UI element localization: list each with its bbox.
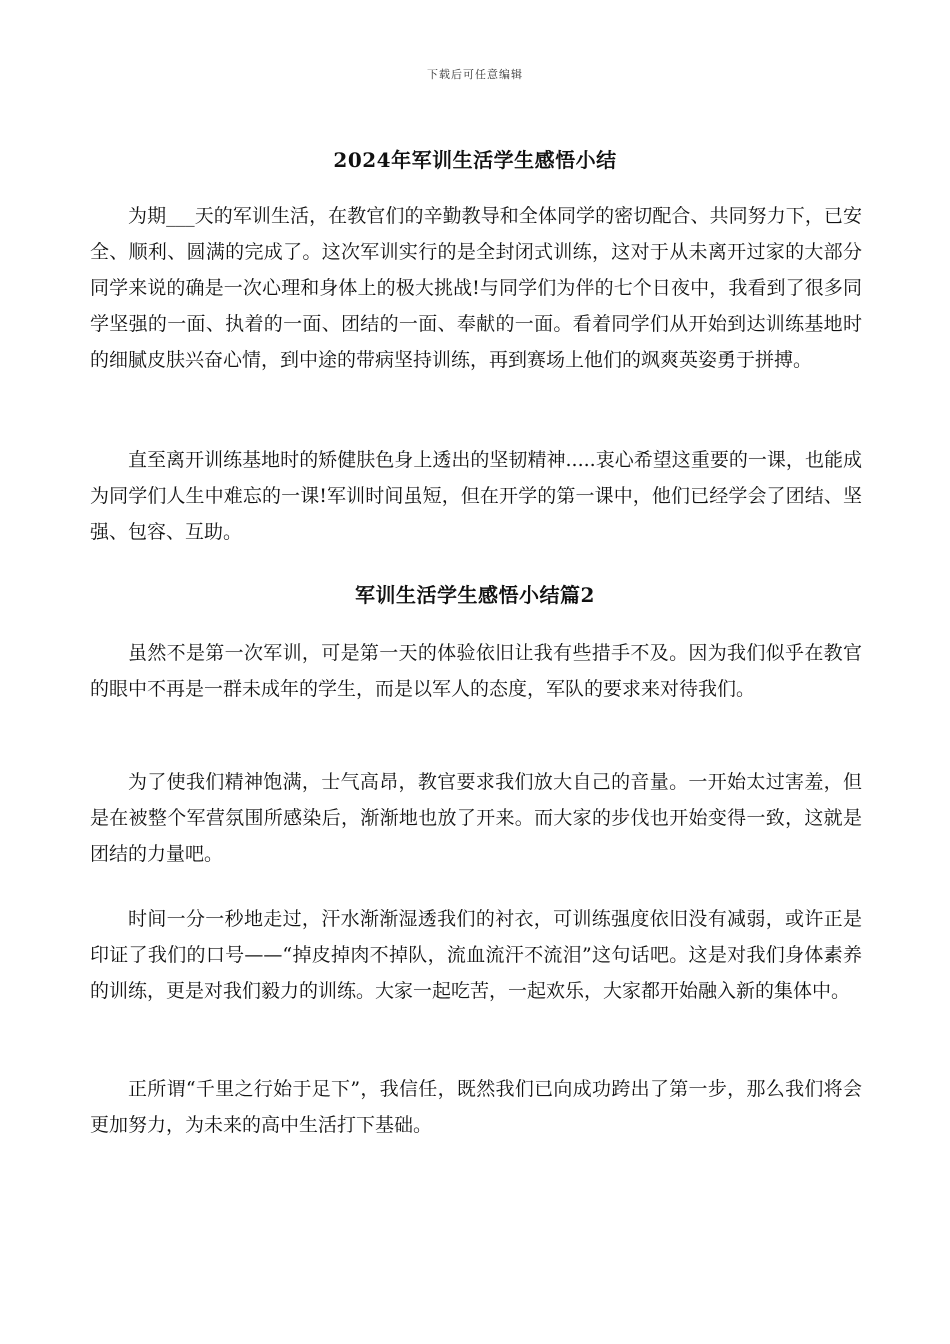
paragraph: 正所谓“千里之行始于足下”，我信任，既然我们已向成功跨出了第一步，那么我们将会更加努力，为未来的高中生活打下基础。 bbox=[90, 1078, 862, 1136]
header-note: 下载后可任意编辑 bbox=[427, 68, 523, 81]
paragraph: 为了使我们精神饱满，士气高昂，教官要求我们放大自己的音量。一开始太过害羞，但是在被整个军营氛围所感染后，渐渐地也放了开来。而大家的步伐也开始变得一致，这就是团结的力量吧。 bbox=[90, 771, 862, 865]
paragraph: 时间一分一秒地走过，汗水渐渐湿透我们的衬衣，可训练强度依旧没有减弱，或许正是印证了我们的口号——“掉皮掉肉不掉队，流血流汗不流泪”这句话吧。这是对我们身体素养的训练，更是对我们毅力的训练。大家一起吃苦，一起欢乐，大家都开始融入新的集体中。 bbox=[90, 908, 862, 1002]
document-title: 2024年军训生活学生感悟小结 bbox=[333, 148, 617, 172]
paragraph: 直至离开训练基地时的矫健肤色身上透出的坚韧精神.....衷心希望这重要的一课，也能成为同学们人生中难忘的一课!军训时间虽短，但在开学的第一课中，他们已经学会了团结、坚强、包容、互助。 bbox=[90, 449, 862, 543]
paragraph: 虽然不是第一次军训，可是第一天的体验依旧让我有些措手不及。因为我们似乎在教官的眼中不再是一群未成年的学生，而是以军人的态度，军队的要求来对待我们。 bbox=[90, 642, 862, 700]
paragraph: 为期___天的军训生活，在教官们的辛勤教导和全体同学的密切配合、共同努力下，已安全、顺利、圆满的完成了。这次军训实行的是全封闭式训练，这对于从未离开过家的大部分同学来说的确是一次心理和身体上的极大挑战!与同学们为伴的七个日夜中，我看到了很多同学坚强的一面、执着的一面、团结的一面、奉献的一面。看着同学们从开始到达训练基地时的细腻皮肤兴奋心情，到中途的带病坚持训练，再到赛场上他们的飒爽英姿勇于拼搏。 bbox=[90, 205, 862, 371]
section-title: 军训生活学生感悟小结篇2 bbox=[355, 583, 595, 607]
